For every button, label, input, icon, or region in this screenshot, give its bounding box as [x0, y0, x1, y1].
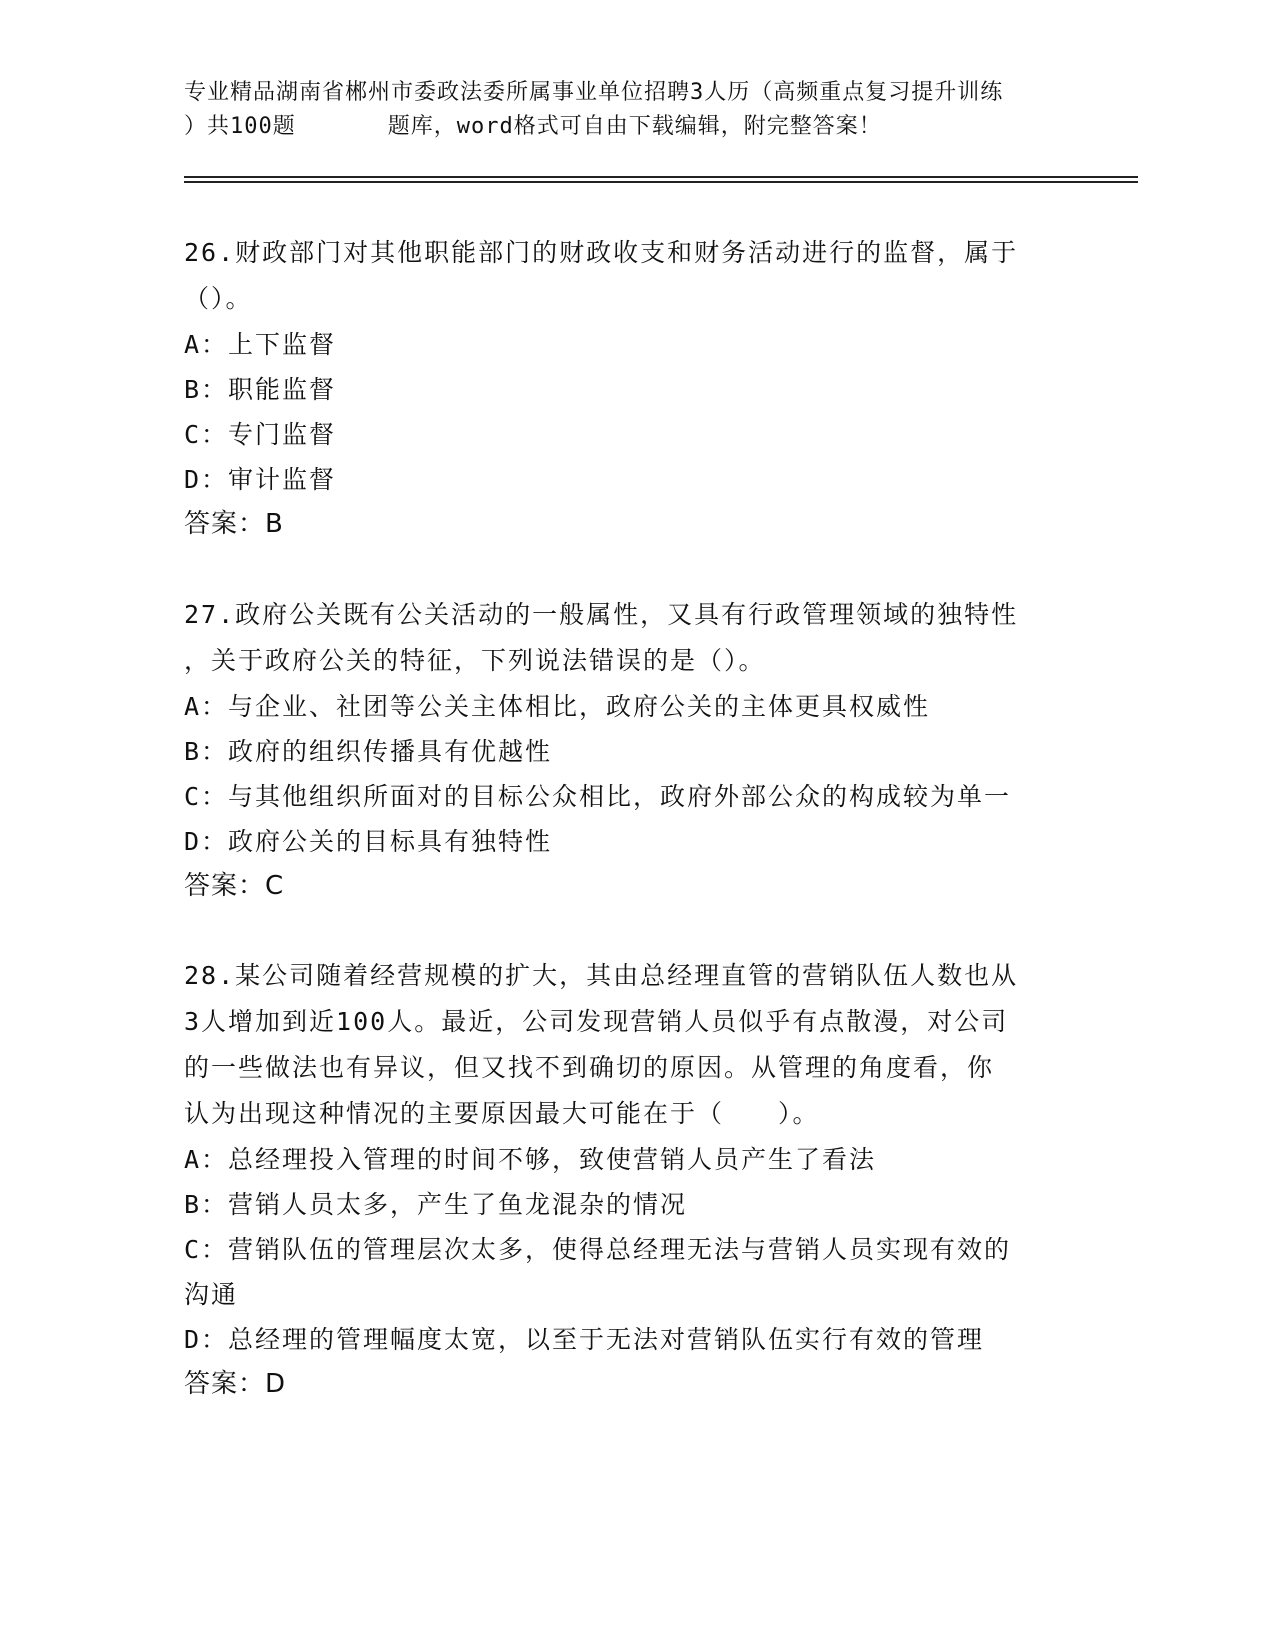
question-stem — [184, 953, 1084, 1137]
stem-line: 认为出现这种情况的主要原因最大可能在于（ ）。 — [184, 1099, 820, 1128]
option-b: B：营销人员太多，产生了鱼龙混杂的情况 — [184, 1190, 688, 1219]
header-line-2: ）共100题 题库，word格式可自由下载编辑，附完整答案！ — [184, 114, 882, 139]
option-a: A：上下监督 — [184, 330, 337, 359]
header-divider-top — [184, 176, 1138, 178]
stem-line: 27.政府公关既有公关活动的一般属性，又具有行政管理领域的独特性 — [184, 600, 1019, 629]
option-c-continued: 沟通 — [184, 1280, 239, 1309]
option-d: D：审计监督 — [184, 465, 337, 494]
answer-label: 答案：B — [184, 509, 284, 539]
stem-line: 26.财政部门对其他职能部门的财政收支和财务活动进行的监督，属于 — [184, 238, 1019, 267]
option-c: C：营销队伍的管理层次太多，使得总经理无法与营销人员实现有效的 — [184, 1235, 1012, 1264]
answer-label: 答案：D — [184, 1369, 287, 1399]
question-26 — [184, 230, 1084, 547]
stem-line: 3人增加到近100人。最近，公司发现营销人员似乎有点散漫，对公司 — [184, 1007, 1009, 1036]
option-a: A：与企业、社团等公关主体相比，政府公关的主体更具权威性 — [184, 692, 931, 721]
option-d: D：政府公关的目标具有独特性 — [184, 827, 553, 856]
question-28 — [184, 953, 1084, 1407]
stem-line: 28.某公司随着经营规模的扩大，其由总经理直管的营销队伍人数也从 — [184, 961, 1019, 990]
stem-line: ，关于政府公关的特征，下列说法错误的是（）。 — [184, 646, 766, 675]
header-divider-bottom — [184, 181, 1138, 183]
stem-line: 的一些做法也有异议，但又找不到确切的原因。从管理的角度看，你 — [184, 1053, 995, 1082]
header-line-1: 专业精品湖南省郴州市委政法委所属事业单位招聘3人历（高频重点复习提升训练 — [184, 80, 1004, 105]
option-a: A：总经理投入管理的时间不够，致使营销人员产生了看法 — [184, 1145, 877, 1174]
option-b: B：职能监督 — [184, 375, 337, 404]
option-b: B：政府的组织传播具有优越性 — [184, 737, 553, 766]
question-stem — [184, 592, 1084, 684]
document-header — [184, 76, 1114, 144]
answer-label: 答案：C — [184, 871, 285, 901]
question-27 — [184, 592, 1084, 909]
option-c: C：专门监督 — [184, 420, 337, 449]
option-c: C：与其他组织所面对的目标公众相比，政府外部公众的构成较为单一 — [184, 782, 1012, 811]
option-d: D：总经理的管理幅度太宽，以至于无法对营销队伍实行有效的管理 — [184, 1325, 985, 1354]
stem-line: （）。 — [184, 284, 253, 313]
question-stem — [184, 230, 1084, 322]
